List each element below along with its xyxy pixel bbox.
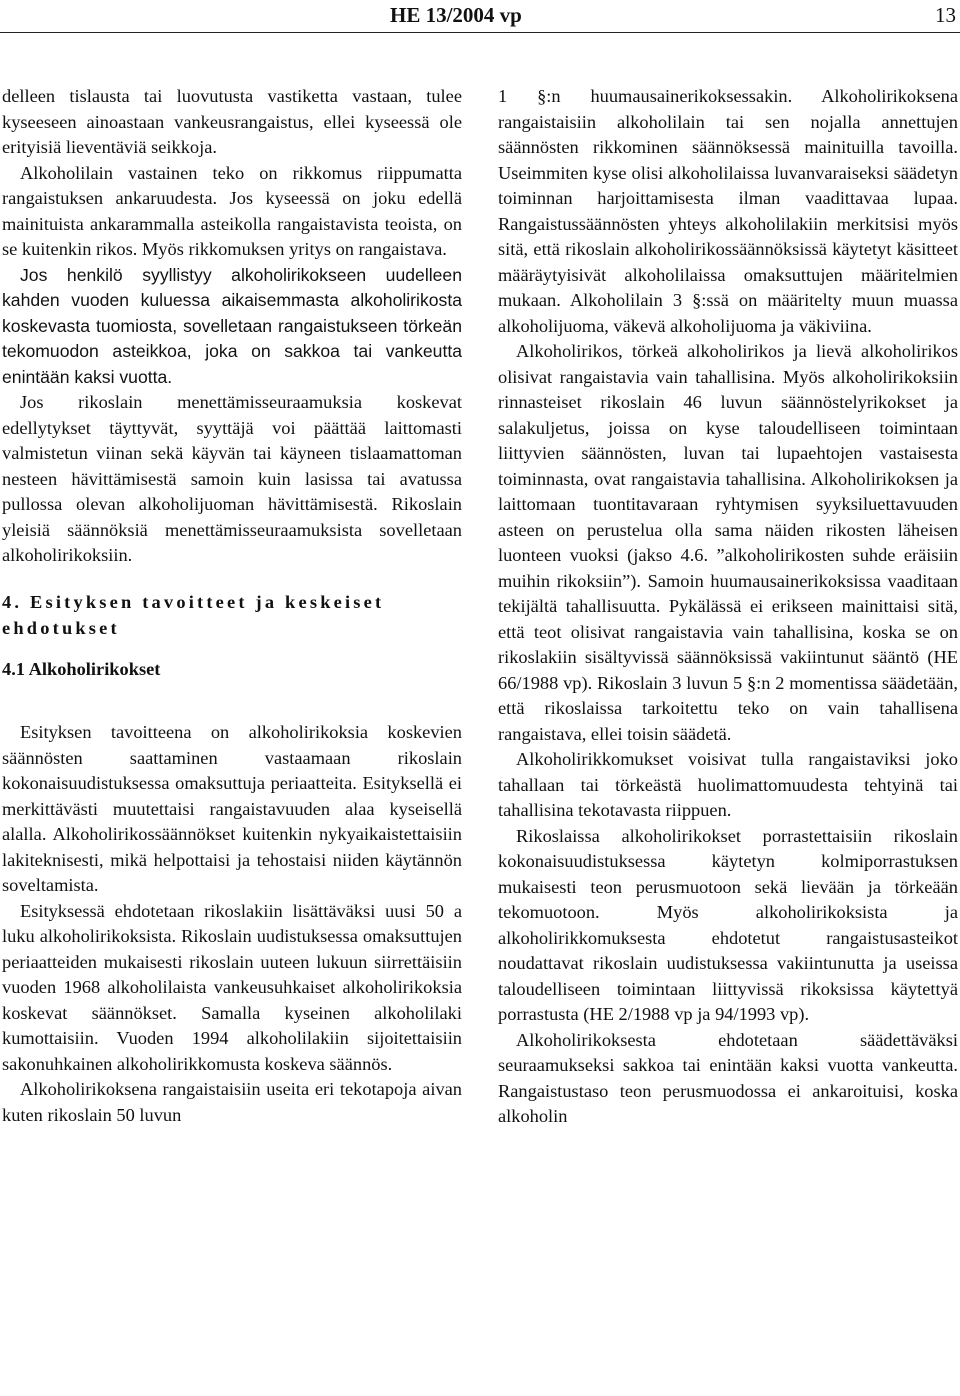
paragraph-text: Alkoholilain vastainen teko on rikkomus riippumatta rangaistuksen ankaruudesta. Jos kyseessä on joku edellä mainituista ankarammalla asteikolla rangaistavista teoista, on se kuitenkin rikos. Myös rikkomuksen yritys on rangaistava.	[2, 162, 462, 259]
paragraph: Alkoholirikkomukset voisivat tulla rangaistaviksi joko tahallaan tai törkeästä huolimattomuudesta tehtyinä tai tahallisina tekotavasta riippuen.	[498, 749, 958, 820]
paragraph	[2, 161, 462, 263]
chapter-heading: 4. Esityksen tavoitteet ja keskeiset ehdotukset	[2, 591, 385, 638]
section-heading: 4.1 Alkoholirikokset	[2, 658, 161, 679]
paragraph: 1 §:n huumausainerikoksessakin. Alkoholirikoksena rangaistaisiin alkoholilain tai sen nojalla annettujen säännösten rikkominen säännöksessä mainituilla tavoilla. Useimmiten kyse olisi alkoholilaissa luvanvaraiseksi säädetyn toiminnan harjoittamisesta ilman vaadittavaa lupaa. Rangaistussäännösten yhteys alkoholilakiin merkitsisi myös sitä, että rikoslain alkoholirikossäännöksissä käytetyt käsitteet määräytyisivät alkoholilaissa omaksuttujen määritelmien mukaan. Alkoholilain 3 §:ssä on määritelty muun muassa alkoholijuoma, väkevä alkoholijuoma ja väkiviina.	[498, 86, 958, 336]
paragraph: Jos rikoslain menettämisseuraamuksia koskevat edellytykset täyttyvät, syyttäjä voi päättää laittomasti valmistetun viinan sekä käyvän tai käyneen tislaamattoman nesteen hävittämisestä samoin kuin lasissa tai avatussa pullossa olevan alkoholijuoman hävittämisestä. Rikoslain yleisiä säännöksiä menettämisseuraamuksista sovelletaan alkoholirikoksiin.	[2, 392, 462, 565]
paragraph: delleen tislausta tai luovutusta vastiketta vastaan, tulee kyseeseen ainoastaan vankeusrangaistus, ellei kyseessä ole erityisiä lieventäviä seikkoja.	[2, 86, 462, 157]
paragraph: Alkoholirikos, törkeä alkoholirikos ja lievä alkoholirikos olisivat rangaistavia vain tahallisina. Myös alkoholirikoksiin rinnasteiset rikoslain 46 luvun säännöstelyrikokset ja salakuljetus, joissa on kyse taloudelliseen toimintaan liittyvien säännösten, luvan tai lupaehtojen vastaisesta toiminnasta, ovat rangaistavia tahallisina. Alkoholirikoksen ja laittomaan tuontitavaraan ryhtymisen syyksiluettavuuden asteen on perustelua olla sama näiden rikosten läheisen luonteen vuoksi (jakso 4.6. ”alkoholirikosten suhde eräisiin muihin rikoksiin”). Samoin huumausainerikoksissa vaaditaan tekijältä tahallisuutta. Pykälässä ei erikseen mainittaisi sitä, että teot olisivat rangaistavia vain tahallisina, koska se on rikoslakiin sisältyvissä säännöksissä vakiintunut sääntö (HE 66/1988 vp). Rikoslain 3 luvun 5 §:n 2 momentissa säädetään, että rikoslaissa tarkoitettu teko on vain tahallisena rangaistava, ellei toisin säädetä.	[498, 341, 958, 744]
page-header	[0, 0, 960, 33]
page-number: 13	[935, 3, 956, 27]
document-id: HE 13/2004 vp	[390, 3, 522, 27]
paragraph: Esityksessä ehdotetaan rikoslakiin lisättäväksi uusi 50 a luku alkoholirikoksista. Rikoslain uudistuksessa omaksuttujen periaatteiden mukaisesti rikoslain uuteen lukuun siirrettäisiin vuoden 1968 alkoholilaista vankeusuhkaiset alkoholirikoksia koskevat säännökset. Samalla kyseinen alkoholilaki kumottaisiin. Vuoden 1994 alkoholilakiin sijoitettaisiin sakonuhkainen alkoholirikkomusta koskeva säännös.	[2, 900, 462, 1074]
paragraph: Jos henkilö syyllistyy alkoholirikokseen uudelleen kahden vuoden kuluessa aikaisemmasta alkoholirikosta koskevasta tuomiosta, sovelletaan rangaistukseen törkeän tekomuodon asteikkoa, joka on sakkoa tai vankeutta enintään kaksi vuotta.	[2, 264, 462, 387]
paragraph: Esityksen tavoitteena on alkoholirikoksia koskevien säännösten saattaminen vastaamaan rikoslain kokonaisuudistuksessa omaksuttuja periaatteita. Esityksellä ei merkittävästi muutettaisi rangaistavuuden alaa kyseisellä alalla. Alkoholirikossäännökset kuitenkin nykyaikaistettaisiin lakiteknisesti, mikä helpottaisi ja tehostaisi niiden käytännön soveltamista.	[2, 722, 462, 895]
paragraph: Rikoslaissa alkoholirikokset porrastettaisiin rikoslain kokonaisuudistuksessa käytetyn kolmiporrastuksen mukaisesti teon perusmuotoon sekä lievään ja törkeään tekomuotoon. Myös alkoholirikoksista ja alkoholirikkomuksesta ehdotetut rangaistusasteikot noudattavat rikoslain uudistuksessa vakiintunutta ja useissa taloudelliseen toimintaan liittyvissä rikoksissa käytettyä porrastusta (HE 2/1988 vp ja 94/1993 vp).	[498, 825, 958, 1024]
paragraph: Alkoholirikoksena rangaistaisiin useita eri tekotapoja aivan kuten rikoslain 50 luvun	[2, 1079, 462, 1125]
left-column	[2, 84, 462, 1128]
paragraph: Alkoholirikoksesta ehdotetaan säädettäväksi seuraamukseksi sakkoa tai enintään kaksi vuotta vankeutta. Rangaistustaso teon perusmuodossa ei ankaroituisi, koska alkoholin	[498, 1029, 958, 1126]
right-column	[498, 84, 958, 1130]
